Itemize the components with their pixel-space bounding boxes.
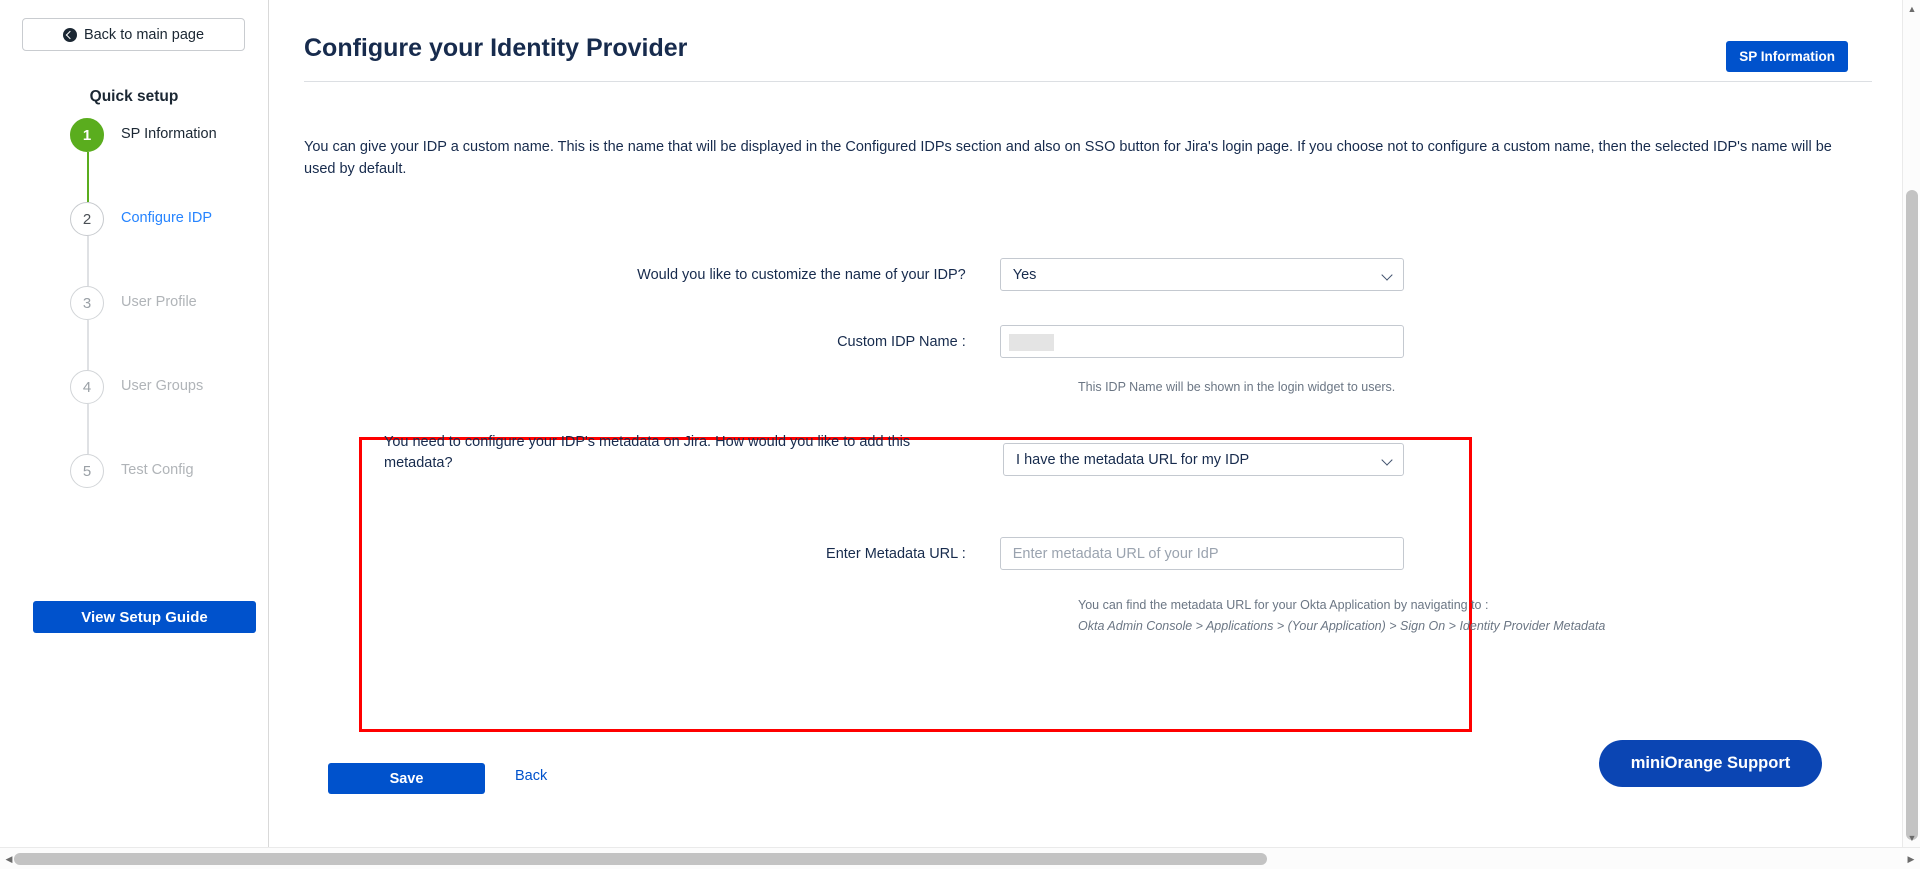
step-label-4: User Groups bbox=[121, 378, 204, 394]
sidebar-item-user-profile[interactable] bbox=[70, 286, 270, 370]
vertical-scrollbar-thumb[interactable] bbox=[1906, 190, 1918, 840]
header bbox=[304, 34, 1872, 82]
step-number-3: 3 bbox=[70, 286, 104, 320]
metadata-method-select[interactable] bbox=[1003, 443, 1404, 476]
chevron-down-icon bbox=[1381, 454, 1392, 465]
highlight-box bbox=[359, 437, 1472, 732]
customize-name-value: Yes bbox=[1012, 266, 1037, 283]
chevron-up-icon[interactable]: ▲ bbox=[1907, 4, 1917, 14]
customize-name-select[interactable] bbox=[1000, 258, 1404, 291]
page-title: Configure your Identity Provider bbox=[304, 34, 688, 62]
step-number-2: 2 bbox=[70, 202, 104, 236]
step-number-1: 1 bbox=[70, 118, 104, 152]
metadata-method-row bbox=[304, 427, 1404, 476]
metadata-url-label: Enter Metadata URL : bbox=[826, 545, 966, 562]
metadata-url-row bbox=[304, 537, 1404, 570]
step-label-3: User Profile bbox=[121, 294, 197, 310]
setup-steps bbox=[70, 118, 270, 538]
chevron-down-icon[interactable]: ▼ bbox=[1907, 833, 1917, 843]
custom-idp-name-row bbox=[304, 325, 1404, 358]
chevron-down-icon bbox=[1381, 269, 1392, 280]
customize-name-label: Would you like to customize the name of your IDP? bbox=[637, 266, 966, 283]
sp-information-button[interactable]: SP Information bbox=[1726, 41, 1848, 72]
quick-setup-title: Quick setup bbox=[89, 88, 179, 105]
chevron-left-icon[interactable]: ◀ bbox=[5, 853, 13, 864]
back-link[interactable]: Back bbox=[515, 768, 548, 784]
horizontal-scrollbar[interactable] bbox=[0, 847, 1920, 869]
metadata-method-label: You need to configure your IDP's metadata on Jira. How would you like to add this metadata? bbox=[384, 434, 911, 472]
miniorange-support-button[interactable]: miniOrange Support bbox=[1599, 740, 1822, 787]
step-label-1: SP Information bbox=[121, 126, 217, 142]
step-connector-1 bbox=[87, 152, 89, 202]
save-button[interactable]: Save bbox=[328, 763, 485, 794]
sidebar-item-sp-information[interactable] bbox=[70, 118, 270, 202]
sidebar-item-configure-idp[interactable] bbox=[70, 202, 270, 286]
back-to-main-page-button[interactable] bbox=[22, 18, 245, 51]
horizontal-scrollbar-thumb[interactable] bbox=[14, 853, 1267, 865]
customize-name-row bbox=[304, 258, 1404, 291]
step-label-5: Test Config bbox=[121, 462, 194, 478]
back-to-main-page-label: Back to main page bbox=[83, 26, 205, 43]
circle-left-arrow-icon bbox=[63, 28, 77, 42]
sidebar-item-user-groups[interactable] bbox=[70, 370, 270, 454]
custom-idp-name-label: Custom IDP Name : bbox=[837, 333, 966, 350]
step-connector-2 bbox=[87, 236, 89, 286]
chevron-right-icon[interactable]: ▶ bbox=[1907, 853, 1915, 864]
metadata-url-helper-line1: You can find the metadata URL for your Okta Application by navigating to : bbox=[1078, 598, 1489, 612]
metadata-url-helper-line2: Okta Admin Console > Applications > (Your Application) > Sign On > Identity Provider Metadata bbox=[1078, 619, 1606, 633]
sidebar bbox=[0, 0, 269, 847]
custom-idp-name-helper: This IDP Name will be shown in the login widget to users. bbox=[1078, 380, 1396, 394]
metadata-url-input[interactable] bbox=[1000, 537, 1404, 570]
step-connector-4 bbox=[87, 404, 89, 454]
vertical-scrollbar[interactable] bbox=[1902, 0, 1920, 847]
metadata-method-value: I have the metadata URL for my IDP bbox=[1016, 451, 1250, 468]
intro-text: You can give your IDP a custom name. This is the name that will be displayed in the Configured IDPs section and also on SSO button for Jira's login page. If you choose not to configure a custom name, then the selected IDP's name will be used by default. bbox=[304, 139, 1832, 178]
view-setup-guide-button[interactable]: View Setup Guide bbox=[33, 601, 256, 633]
step-number-5: 5 bbox=[70, 454, 104, 488]
step-number-4: 4 bbox=[70, 370, 104, 404]
step-connector-3 bbox=[87, 320, 89, 370]
main-content bbox=[270, 0, 1902, 847]
custom-idp-name-input[interactable] bbox=[1000, 325, 1404, 358]
sidebar-item-test-config[interactable] bbox=[70, 454, 270, 538]
step-label-2: Configure IDP bbox=[121, 210, 213, 226]
